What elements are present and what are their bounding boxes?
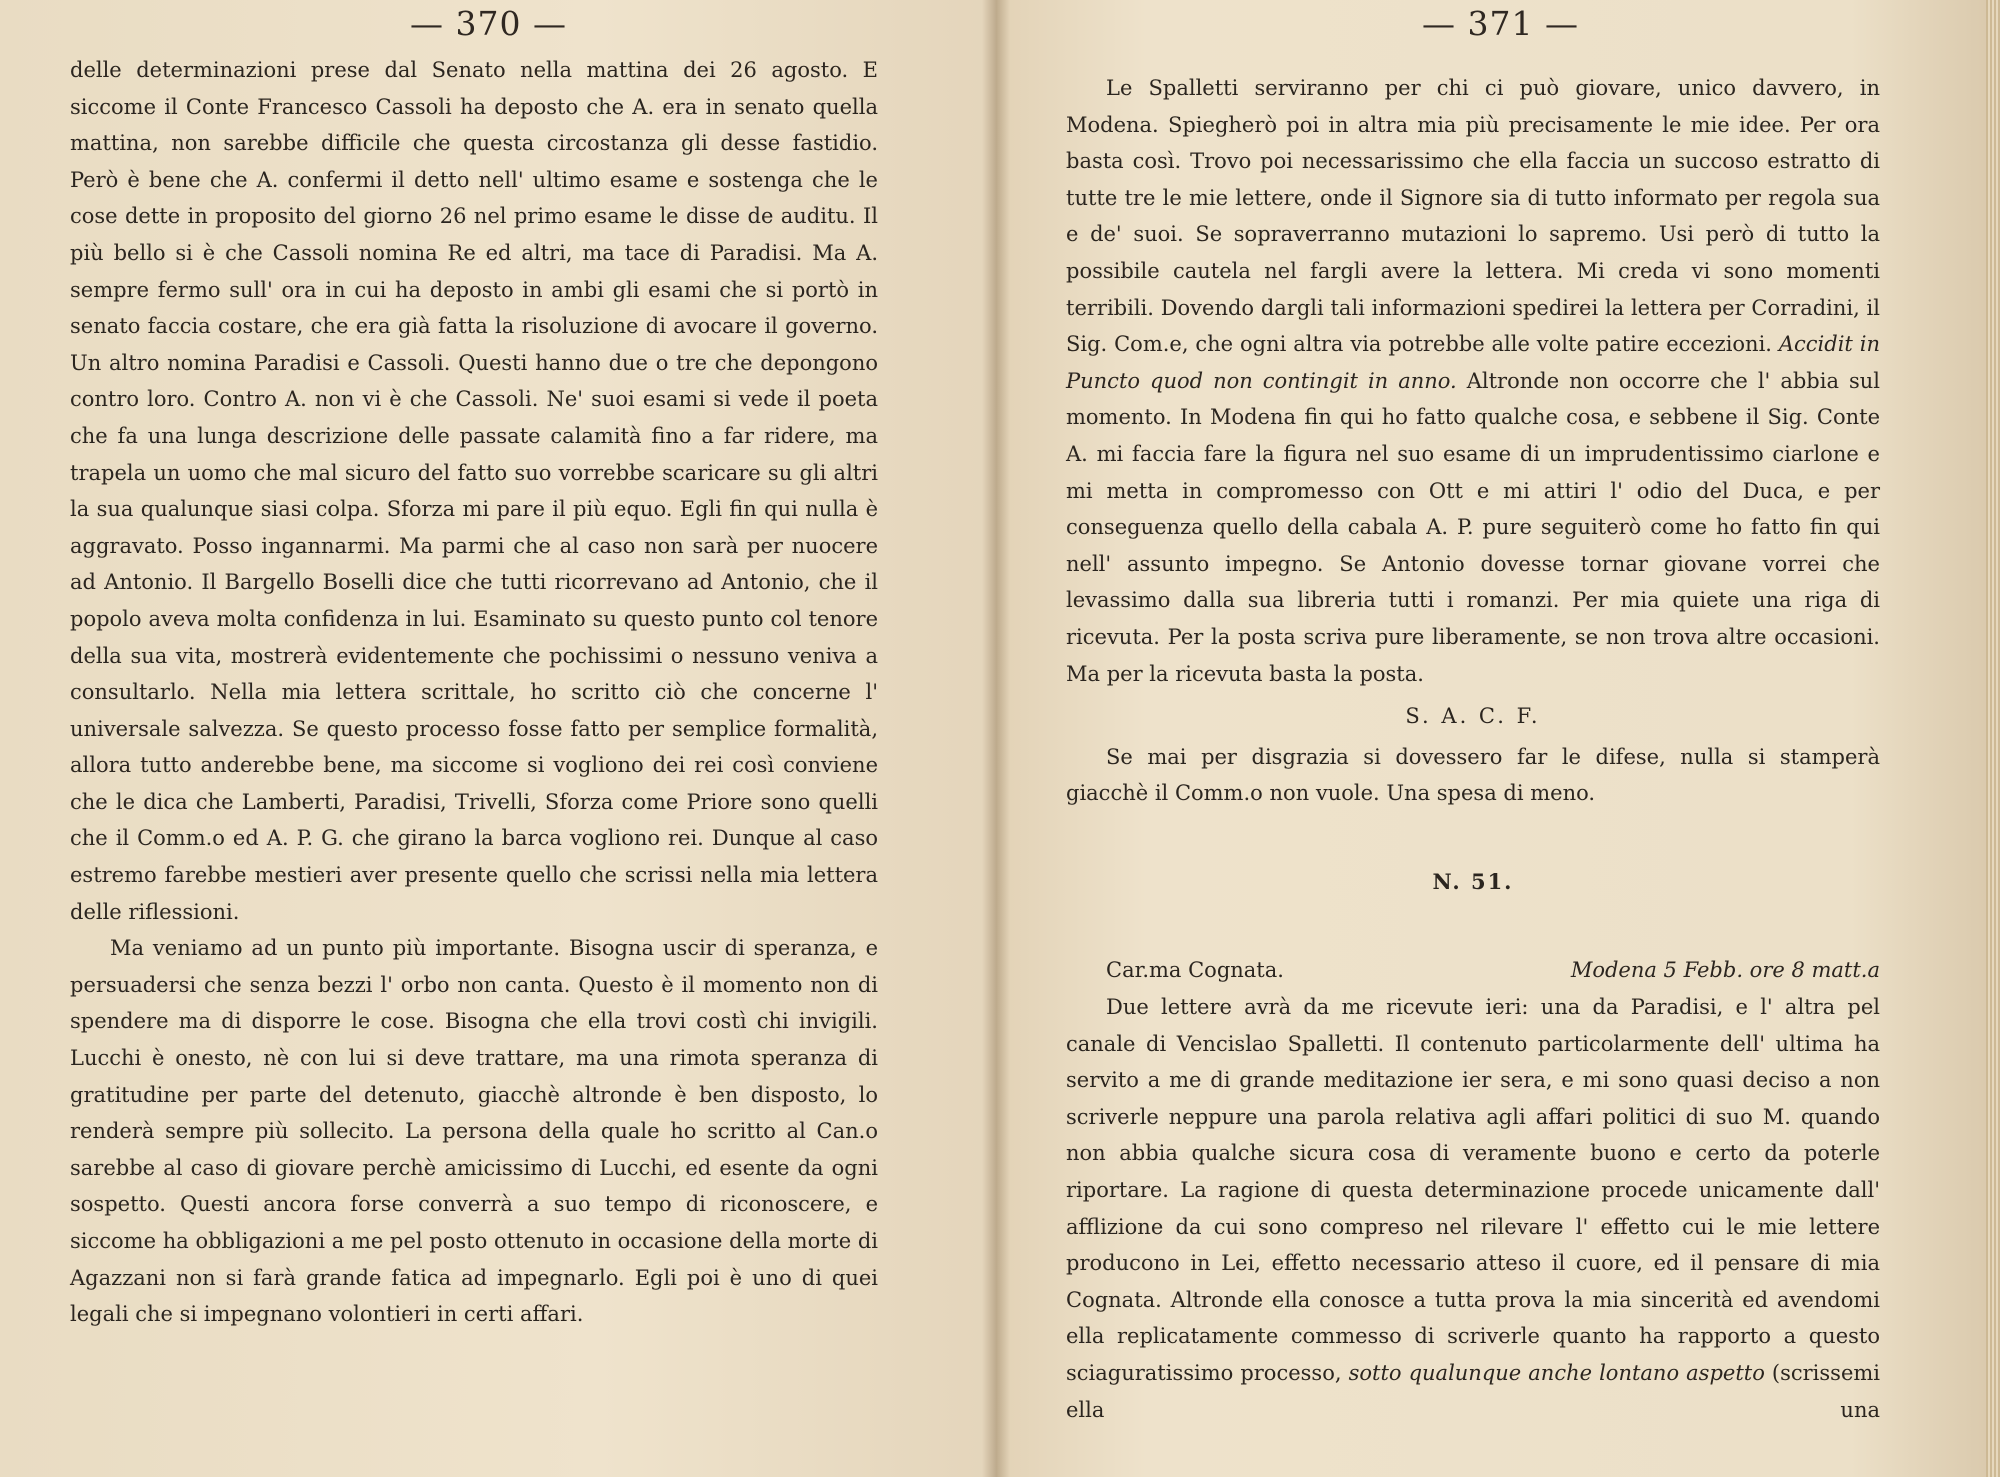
right-paragraph-2-text: Due lettere avrà da me ricevute ieri: una da Paradisi, e l' altra pel canale di Vencislao Spalletti. Il contenuto particolarmente dell' ultima ha servito a me di grande meditazione ier sera, e mi sono quasi deciso a non scriverle neppure una parola relativa agli affari politici di suo M. quando non abbia qualche sicura cosa di veramente buono e certo da poterle riportare. La ragione di questa determinazione procede unicamente dall' afflizione da cui sono compreso nel rilevare l' effetto cui le mie lettere producono in Lei, effetto necessario atteso il cuore, ed il pensare di mia Cognata. Altronde ella conosce a tutta prova la mia sincerità ed avendomi ella replicatamente commesso di scriverle quanto ha rapporto a questo sciaguratissimo processo, [1066, 995, 1887, 1385]
left-paragraph-1: delle determinazioni prese dal Senato nella mattina dei 26 agosto. E siccome il Conte Francesco Cassoli ha deposto che A. era in senato quella mattina, non sarebbe difficile che questa circostanza gli desse fastidio. Però è bene che A. confermi il detto nell' ultimo esame e sostenga che le cose dette in proposito del giorno 26 nel primo esame le disse de auditu. Il più bello si è che Cassoli nomina Re ed altri, ma tace di Paradisi. Ma A. sempre fermo sull' ora in cui ha deposto in ambi gli esami che si portò in senato faccia costare, che era già fatta la risoluzione di avocare il governo. Un altro nomina Paradisi e Cassoli. Questi hanno due o tre che depongono contro loro. Contro A. non vi è che Cassoli. Ne' suoi esami si vede il poeta che fa una lunga descrizione delle passate calamità fino a far ridere, ma trapela un uomo che mal sicuro del fatto suo vorrebbe scaricare su gli altri la sua qualunque siasi colpa. Sforza mi pare il più equo. Egli fin qui nulla è aggravato. Posso ingannarmi. Ma parmi che al caso non sarà per nuocere ad Antonio. Il Bargello Boselli dice che tutti ricorrevano ad Antonio, che il popolo aveva molta confidenza in lui. Esaminato su questo punto col tenore della sua vita, mostrerà evidentemente che pochissimi o nessuno veniva a consultarlo. Nella mia lettera scrittale, ho scritto ciò che concerne l' universale salvezza. Se questo processo fosse fatto per semplice formalità, allora tutto anderebbe bene, ma siccome si vogliono dei rei così conviene che le dica che Lamberti, Paradisi, Trivelli, Sforza come Priore sono quelli che il Comm.o ed A. P. G. che girano la barca vogliono rei. Dunque al caso estremo farebbe mestieri aver presente quello che scrissi nella mia lettera delle riflessioni. [70, 58, 878, 924]
left-page [0, 0, 996, 1477]
right-text-block [1066, 70, 1887, 1428]
left-text-block [70, 52, 878, 1333]
latin-quote: Accidit in Puncto quod non contingit in anno. [1066, 332, 1887, 393]
salutation: Car.ma Cognata. [1106, 958, 1284, 983]
right-paragraph-1-text: Le Spalletti serviranno per chi ci può giovare, unico davvero, in Modena. Spiegherò poi in altra mia più precisamente le mie idee. Per ora basta così. Trovo poi necessarissimo che ella faccia un succoso estratto di tutte tre le mie lettere, onde il Signore sia di tutto informato per regola sua e de' suoi. Se sopraverranno mutazioni lo sapremo. Usi però di tutto la possibile cautela nel fargli avere la lettera. Mi creda vi sono momenti terribili. Dovendo dargli tali informazioni spedirei la lettera per Corradini, il Sig. Com.e, che ogni altra via potrebbe alle volte patire eccezioni. [1066, 76, 1887, 357]
page-number-left: — 370 — [410, 4, 567, 43]
right-paragraph-2-end: (scrissemi ella una [1066, 1361, 1887, 1422]
right-paragraph-2 [1066, 989, 1887, 1428]
document-number: N. 51. [1432, 868, 1514, 894]
postscript: Se mai per disgrazia si dovessero far le difese, nulla si stamperà giacchè il Comm.o non vuole. Una spesa di meno. [1066, 744, 1880, 806]
book-gutter [982, 0, 1010, 1477]
page-number-right: — 371 — [1422, 4, 1579, 43]
signature: S. A. C. F. [1405, 704, 1541, 729]
salutation-line [1066, 952, 1880, 989]
right-page [996, 0, 2000, 1477]
page-edge [1986, 0, 2000, 1477]
left-paragraph-2: Ma veniamo ad un punto più importante. Bisogna uscir di speranza, e persuadersi che senza bezzi l' orbo non canta. Questo è il momento non di spendere ma di disporre le cose. Bisogna che ella trovi costì chi invigili. Lucchi è onesto, nè con lui si deve trattare, ma una rimota speranza di gratitudine per parte del detenuto, giacchè altronde è ben disposto, lo renderà sempre più sollecito. La persona della quale ho scritto al Can.o sarebbe al caso di giovare perchè amicissimo di Lucchi, ed esente da ogni sospetto. Questi ancora forse converrà a suo tempo di riconoscere, e siccome ha obbligazioni a me pel posto ottenuto in occasione della morte di Agazzani non si farà grande fatica ad impegnarlo. Egli poi è uno di quei legali che si impegnano volontieri in certi affari. [70, 936, 878, 1327]
right-paragraph-1 [1066, 70, 1887, 692]
right-paragraph-2-italic: sotto qualunque anche lontano aspetto [1348, 1361, 1765, 1385]
dateline: Modena 5 Febb. ore 8 matt.a [1570, 958, 1880, 983]
right-paragraph-1-end: Altronde non occorre che l' abbia sul momento. In Modena fin qui ho fatto qualche cosa, e sebbene il Sig. Conte A. mi faccia fare la figura nel suo esame di un imprudentissimo ciarlone e mi metta in compromesso con Ott e mi attiri l' odio del Duca, e per conseguenza quello della cabala A. P. pure seguiterò come ho fatto fin qui nell' assunto impegno. Se Antonio dovesse tornar giovane vorrei che levassimo dalla sua libreria tutti i romanzi. Per mia quiete una riga di ricevuta. Per la posta scriva pure liberamente, se non trova altre occasioni. Ma per la ricevuta basta la posta. [1066, 368, 1887, 686]
